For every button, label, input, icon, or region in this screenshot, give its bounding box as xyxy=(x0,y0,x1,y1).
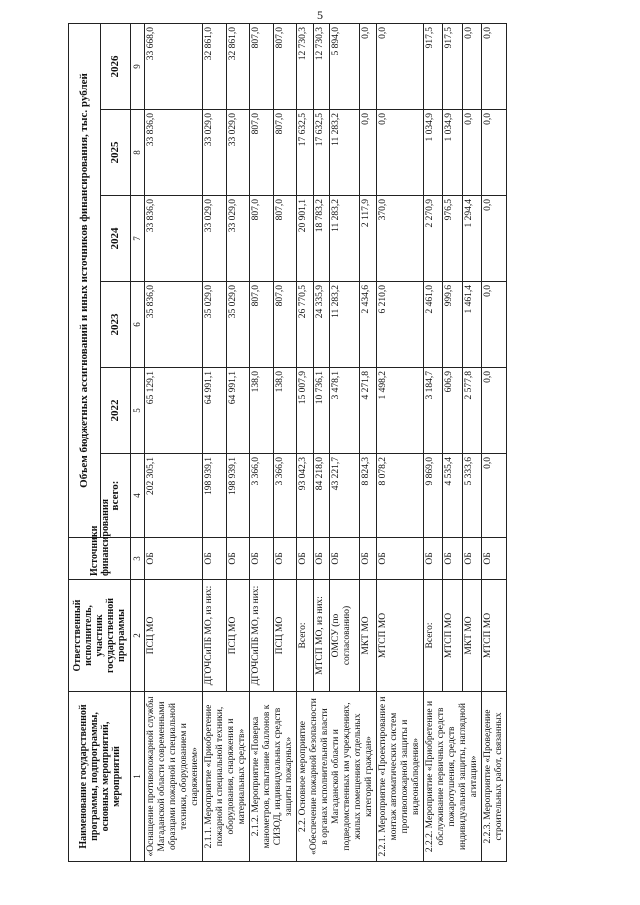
row-value: 807,0 xyxy=(250,110,274,196)
column-number: 9 xyxy=(131,24,145,110)
row-value: 43 221,7 xyxy=(330,454,360,538)
header-year-2026: 2026 xyxy=(101,24,131,110)
row-value: 84 218,0 xyxy=(313,454,330,538)
row-value: 2 434,6 xyxy=(360,282,377,368)
header-source: Источники финансирования xyxy=(69,538,131,580)
row-value: 807,0 xyxy=(273,282,297,368)
row-value: 370,0 xyxy=(377,196,424,282)
row-value: 1 498,2 xyxy=(377,368,424,454)
row-value: 917,5 xyxy=(424,24,443,110)
row-value: 0,0 xyxy=(360,110,377,196)
header-year-total: всего: xyxy=(101,454,131,538)
row-executor: ПСЦ МО xyxy=(273,580,297,692)
header-year-2023: 2023 xyxy=(101,282,131,368)
row-executor: ДГОЧСиПБ МО, из них: xyxy=(203,580,227,692)
row-value: 11 283,2 xyxy=(330,196,360,282)
row-value: 6 210,0 xyxy=(377,282,424,368)
row-name: 2.1.2. Мероприятие «Поверка манометров, испытание баллонов к СИЗОД, индивидуальных средств защиты пожарных» xyxy=(250,692,297,862)
header-year-2024: 2024 xyxy=(101,196,131,282)
row-source: ОБ xyxy=(443,538,462,580)
row-value: 12 730,3 xyxy=(313,24,330,110)
row-value: 1 294,4 xyxy=(462,196,481,282)
row-value: 24 335,9 xyxy=(313,282,330,368)
row-value: 198 939,1 xyxy=(203,454,227,538)
page-number: 5 xyxy=(317,8,323,22)
table-row xyxy=(424,24,443,862)
row-value: 33 029,0 xyxy=(226,196,250,282)
row-value: 1 034,9 xyxy=(443,110,462,196)
column-number: 1 xyxy=(131,692,145,862)
table-row xyxy=(250,24,274,862)
row-value: 0,0 xyxy=(462,110,481,196)
row-value: 35 029,0 xyxy=(226,282,250,368)
row-source: ОБ xyxy=(462,538,481,580)
table-row xyxy=(145,24,203,862)
row-value: 26 770,5 xyxy=(297,282,314,368)
row-value: 0,0 xyxy=(462,24,481,110)
row-value: 18 783,2 xyxy=(313,196,330,282)
row-source: ОБ xyxy=(482,538,507,580)
table-row xyxy=(203,24,227,862)
column-number: 3 xyxy=(131,538,145,580)
table-body xyxy=(145,24,507,862)
row-value: 0,0 xyxy=(377,110,424,196)
row-executor: ПСЦ МО xyxy=(145,580,203,692)
row-source: ОБ xyxy=(297,538,314,580)
row-executor: Всего: xyxy=(297,580,314,692)
row-value: 32 861,0 xyxy=(203,24,227,110)
row-value: 93 042,3 xyxy=(297,454,314,538)
row-name: 2.1.1. Мероприятие «Приобретение пожарной и специальной техники, оборудования, снаряжения и материальных средств» xyxy=(203,692,250,862)
row-value: 65 129,1 xyxy=(145,368,203,454)
row-value: 35 029,0 xyxy=(203,282,227,368)
row-name: 2.2.3. Мероприятие «Проведение строительных работ, связанных xyxy=(482,692,507,862)
column-number: 2 xyxy=(131,580,145,692)
row-value: 807,0 xyxy=(273,110,297,196)
row-executor: ДГОЧСиПБ МО, из них: xyxy=(250,580,274,692)
row-value: 33 029,0 xyxy=(226,110,250,196)
row-value: 0,0 xyxy=(482,110,507,196)
row-source: ОБ xyxy=(313,538,330,580)
table-row xyxy=(482,24,507,862)
row-executor: ПСЦ МО xyxy=(226,580,250,692)
row-source: ОБ xyxy=(250,538,274,580)
row-value: 11 283,2 xyxy=(330,282,360,368)
row-value: 35 836,0 xyxy=(145,282,203,368)
column-number: 5 xyxy=(131,368,145,454)
row-value: 999,6 xyxy=(443,282,462,368)
row-value: 33 029,0 xyxy=(203,196,227,282)
funding-table xyxy=(68,23,507,862)
row-value: 33 836,0 xyxy=(145,110,203,196)
row-value: 0,0 xyxy=(482,368,507,454)
row-value: 17 632,5 xyxy=(313,110,330,196)
table-row xyxy=(377,24,424,862)
row-value: 807,0 xyxy=(273,24,297,110)
row-name: 2.2.2. Мероприятие «Приобретение и обслуживание первичных средств пожаротушения, средств индивидуальной защиты, наглядной агитации» xyxy=(424,692,482,862)
row-value: 64 991,1 xyxy=(203,368,227,454)
row-value: 1 034,9 xyxy=(424,110,443,196)
row-value: 33 668,0 xyxy=(145,24,203,110)
header-funding: Объем бюджетных ассигнований и иных источников финансирования, тыс. рублей xyxy=(69,24,101,538)
row-value: 20 901,1 xyxy=(297,196,314,282)
row-name: 2.2.1. Мероприятие «Проектирование и монтаж автоматических систем противопожарной защиты и видеонаблюдения» xyxy=(377,692,424,862)
row-executor: МТСП МО, из них: xyxy=(313,580,330,692)
row-value: 3 478,1 xyxy=(330,368,360,454)
row-value: 33 836,0 xyxy=(145,196,203,282)
row-value: 4 535,4 xyxy=(443,454,462,538)
row-value: 807,0 xyxy=(250,24,274,110)
row-value: 3 366,0 xyxy=(273,454,297,538)
header-year-2022: 2022 xyxy=(101,368,131,454)
row-executor: МКТ МО xyxy=(360,580,377,692)
row-name: «Оснащение противопожарной службы Магаданской области современными образцами пожарной и специальной техники, оборудованием и снаряжением» xyxy=(145,692,203,862)
row-value: 8 078,2 xyxy=(377,454,424,538)
row-value: 33 029,0 xyxy=(203,110,227,196)
row-executor: МТСП МО xyxy=(482,580,507,692)
row-value: 202 305,1 xyxy=(145,454,203,538)
row-value: 8 824,3 xyxy=(360,454,377,538)
row-value: 64 991,1 xyxy=(226,368,250,454)
row-value: 9 869,0 xyxy=(424,454,443,538)
row-executor: МКТ МО xyxy=(462,580,481,692)
column-number: 6 xyxy=(131,282,145,368)
row-value: 807,0 xyxy=(250,196,274,282)
row-value: 0,0 xyxy=(360,24,377,110)
row-value: 0,0 xyxy=(482,454,507,538)
row-value: 138,0 xyxy=(273,368,297,454)
row-value: 5 333,6 xyxy=(462,454,481,538)
row-value: 15 007,9 xyxy=(297,368,314,454)
row-value: 17 632,5 xyxy=(297,110,314,196)
row-value: 2 577,8 xyxy=(462,368,481,454)
row-value: 606,9 xyxy=(443,368,462,454)
row-value: 0,0 xyxy=(482,282,507,368)
row-executor: ОМСУ (по согласованию) xyxy=(330,580,360,692)
row-value: 32 861,0 xyxy=(226,24,250,110)
column-number: 7 xyxy=(131,196,145,282)
row-name: 2.2. Основное мероприятие «Обеспечение пожарной безопасности в органах исполнительной власти Магаданской области и подведомственных им учреждениях, жилых помещениях отдельных категорий граждан» xyxy=(297,692,377,862)
row-source: ОБ xyxy=(377,538,424,580)
row-value: 807,0 xyxy=(273,196,297,282)
row-value: 0,0 xyxy=(482,196,507,282)
row-source: ОБ xyxy=(226,538,250,580)
row-value: 917,5 xyxy=(443,24,462,110)
row-value: 0,0 xyxy=(377,24,424,110)
row-value: 10 736,1 xyxy=(313,368,330,454)
row-value: 807,0 xyxy=(250,282,274,368)
row-value: 5 894,0 xyxy=(330,24,360,110)
column-number: 8 xyxy=(131,110,145,196)
row-source: ОБ xyxy=(145,538,203,580)
row-executor: МТСП МО xyxy=(443,580,462,692)
column-number: 4 xyxy=(131,454,145,538)
row-value: 2 461,0 xyxy=(424,282,443,368)
row-value: 2 270,9 xyxy=(424,196,443,282)
table-row xyxy=(297,24,314,862)
row-value: 2 117,9 xyxy=(360,196,377,282)
rotated-table-container xyxy=(68,24,568,862)
row-source: ОБ xyxy=(360,538,377,580)
row-source: ОБ xyxy=(424,538,443,580)
row-source: ОБ xyxy=(203,538,227,580)
row-value: 12 730,3 xyxy=(297,24,314,110)
row-value: 976,5 xyxy=(443,196,462,282)
row-source: ОБ xyxy=(273,538,297,580)
row-value: 138,0 xyxy=(250,368,274,454)
row-value: 1 461,4 xyxy=(462,282,481,368)
row-value: 3 366,0 xyxy=(250,454,274,538)
row-source: ОБ xyxy=(330,538,360,580)
header-year-2025: 2025 xyxy=(101,110,131,196)
row-executor: МТСП МО xyxy=(377,580,424,692)
row-value: 198 939,1 xyxy=(226,454,250,538)
row-value: 11 283,2 xyxy=(330,110,360,196)
row-value: 0,0 xyxy=(482,24,507,110)
header-name: Наименование государственной программы, подпрограммы, основных мероприятий, мероприятий xyxy=(69,692,131,862)
row-value: 3 184,7 xyxy=(424,368,443,454)
header-executor: Ответственный исполнитель, участник государственной программы xyxy=(69,580,131,692)
row-executor: Всего: xyxy=(424,580,443,692)
row-value: 4 271,8 xyxy=(360,368,377,454)
